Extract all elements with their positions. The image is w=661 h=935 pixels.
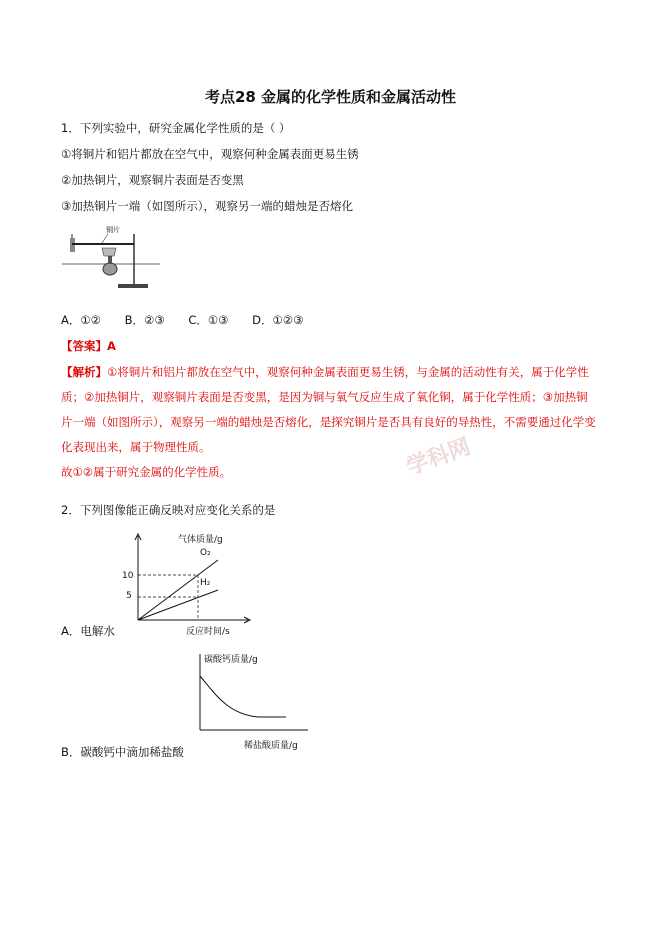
- series-o2: [138, 560, 218, 620]
- chart-b-ylabel: 碳酸钙质量/g: [204, 655, 258, 665]
- explanation-line-1: 【解析】①将铜片和铝片都放在空气中，观察何种金属表面更易生锈，与金属的活动性有关，属于化学性: [61, 365, 589, 379]
- q1-item-2: ②加热铜片，观察铜片表面是否变黑: [61, 173, 244, 187]
- apparatus-figure: [62, 224, 162, 290]
- q2-option-a: A．电解水: [61, 624, 115, 638]
- explanation-line-3: 片一端（如图所示），观察另一端的蜡烛是否熔化，是探究铜片是否具有良好的导热性，不需要通过化学变: [61, 415, 596, 429]
- stand-base: [118, 284, 148, 288]
- q1-item-1: ①将铜片和铝片都放在空气中，观察何种金属表面更易生锈: [61, 147, 359, 161]
- explanation-label: 【解析】: [61, 365, 107, 379]
- copper-label: 铜片: [106, 226, 120, 234]
- chart-electrolysis: [118, 530, 268, 635]
- explanation-line-5: 故①②属于研究金属的化学性质。: [61, 465, 232, 479]
- alcohol-lamp: [103, 263, 117, 275]
- watermark: 学科网: [403, 434, 474, 481]
- y-tick-5: 5: [126, 591, 132, 601]
- chart-a-ylabel: 气体质量/g: [178, 535, 223, 545]
- q1-item-3: ③加热铜片一端（如图所示），观察另一端的蜡烛是否熔化: [61, 199, 354, 213]
- y-tick-10: 10: [122, 571, 134, 581]
- q1-explanation: [61, 360, 606, 485]
- chart-calcium-carbonate: [188, 650, 318, 750]
- label-o2: O₂: [200, 548, 211, 558]
- option-b: B．②③: [124, 313, 165, 327]
- chart-a-xlabel: 反应时间/s: [186, 627, 230, 635]
- answer-value: A: [107, 339, 116, 353]
- series-caco3: [200, 676, 286, 717]
- option-d: D．①②③: [252, 313, 304, 327]
- chart-b-xlabel: 稀盐酸质量/g: [244, 741, 298, 750]
- q2-stem: 2．下列图像能正确反映对应变化关系的是: [61, 503, 276, 517]
- option-a: A．①②: [61, 313, 101, 327]
- page-title: 考点28 金属的化学性质和金属活动性: [204, 88, 457, 106]
- q1-answer: [61, 338, 116, 354]
- series-h2: [138, 590, 218, 620]
- explanation-line-2: 质；②加热铜片，观察铜片表面是否变黑，是因为铜与氧气反应生成了氧化铜，属于化学性质；③加热铜: [61, 390, 588, 404]
- q1-options: [61, 312, 323, 328]
- label-h2: H₂: [200, 578, 211, 588]
- explanation-line-4: 化表现出来，属于物理性质。: [61, 440, 211, 454]
- q2-option-b: B．碳酸钙中滴加稀盐酸: [61, 745, 184, 759]
- answer-label: 【答案】: [61, 339, 107, 353]
- option-c: C．①③: [188, 313, 229, 327]
- q1-stem: 1．下列实验中，研究金属化学性质的是（ ）: [61, 121, 291, 135]
